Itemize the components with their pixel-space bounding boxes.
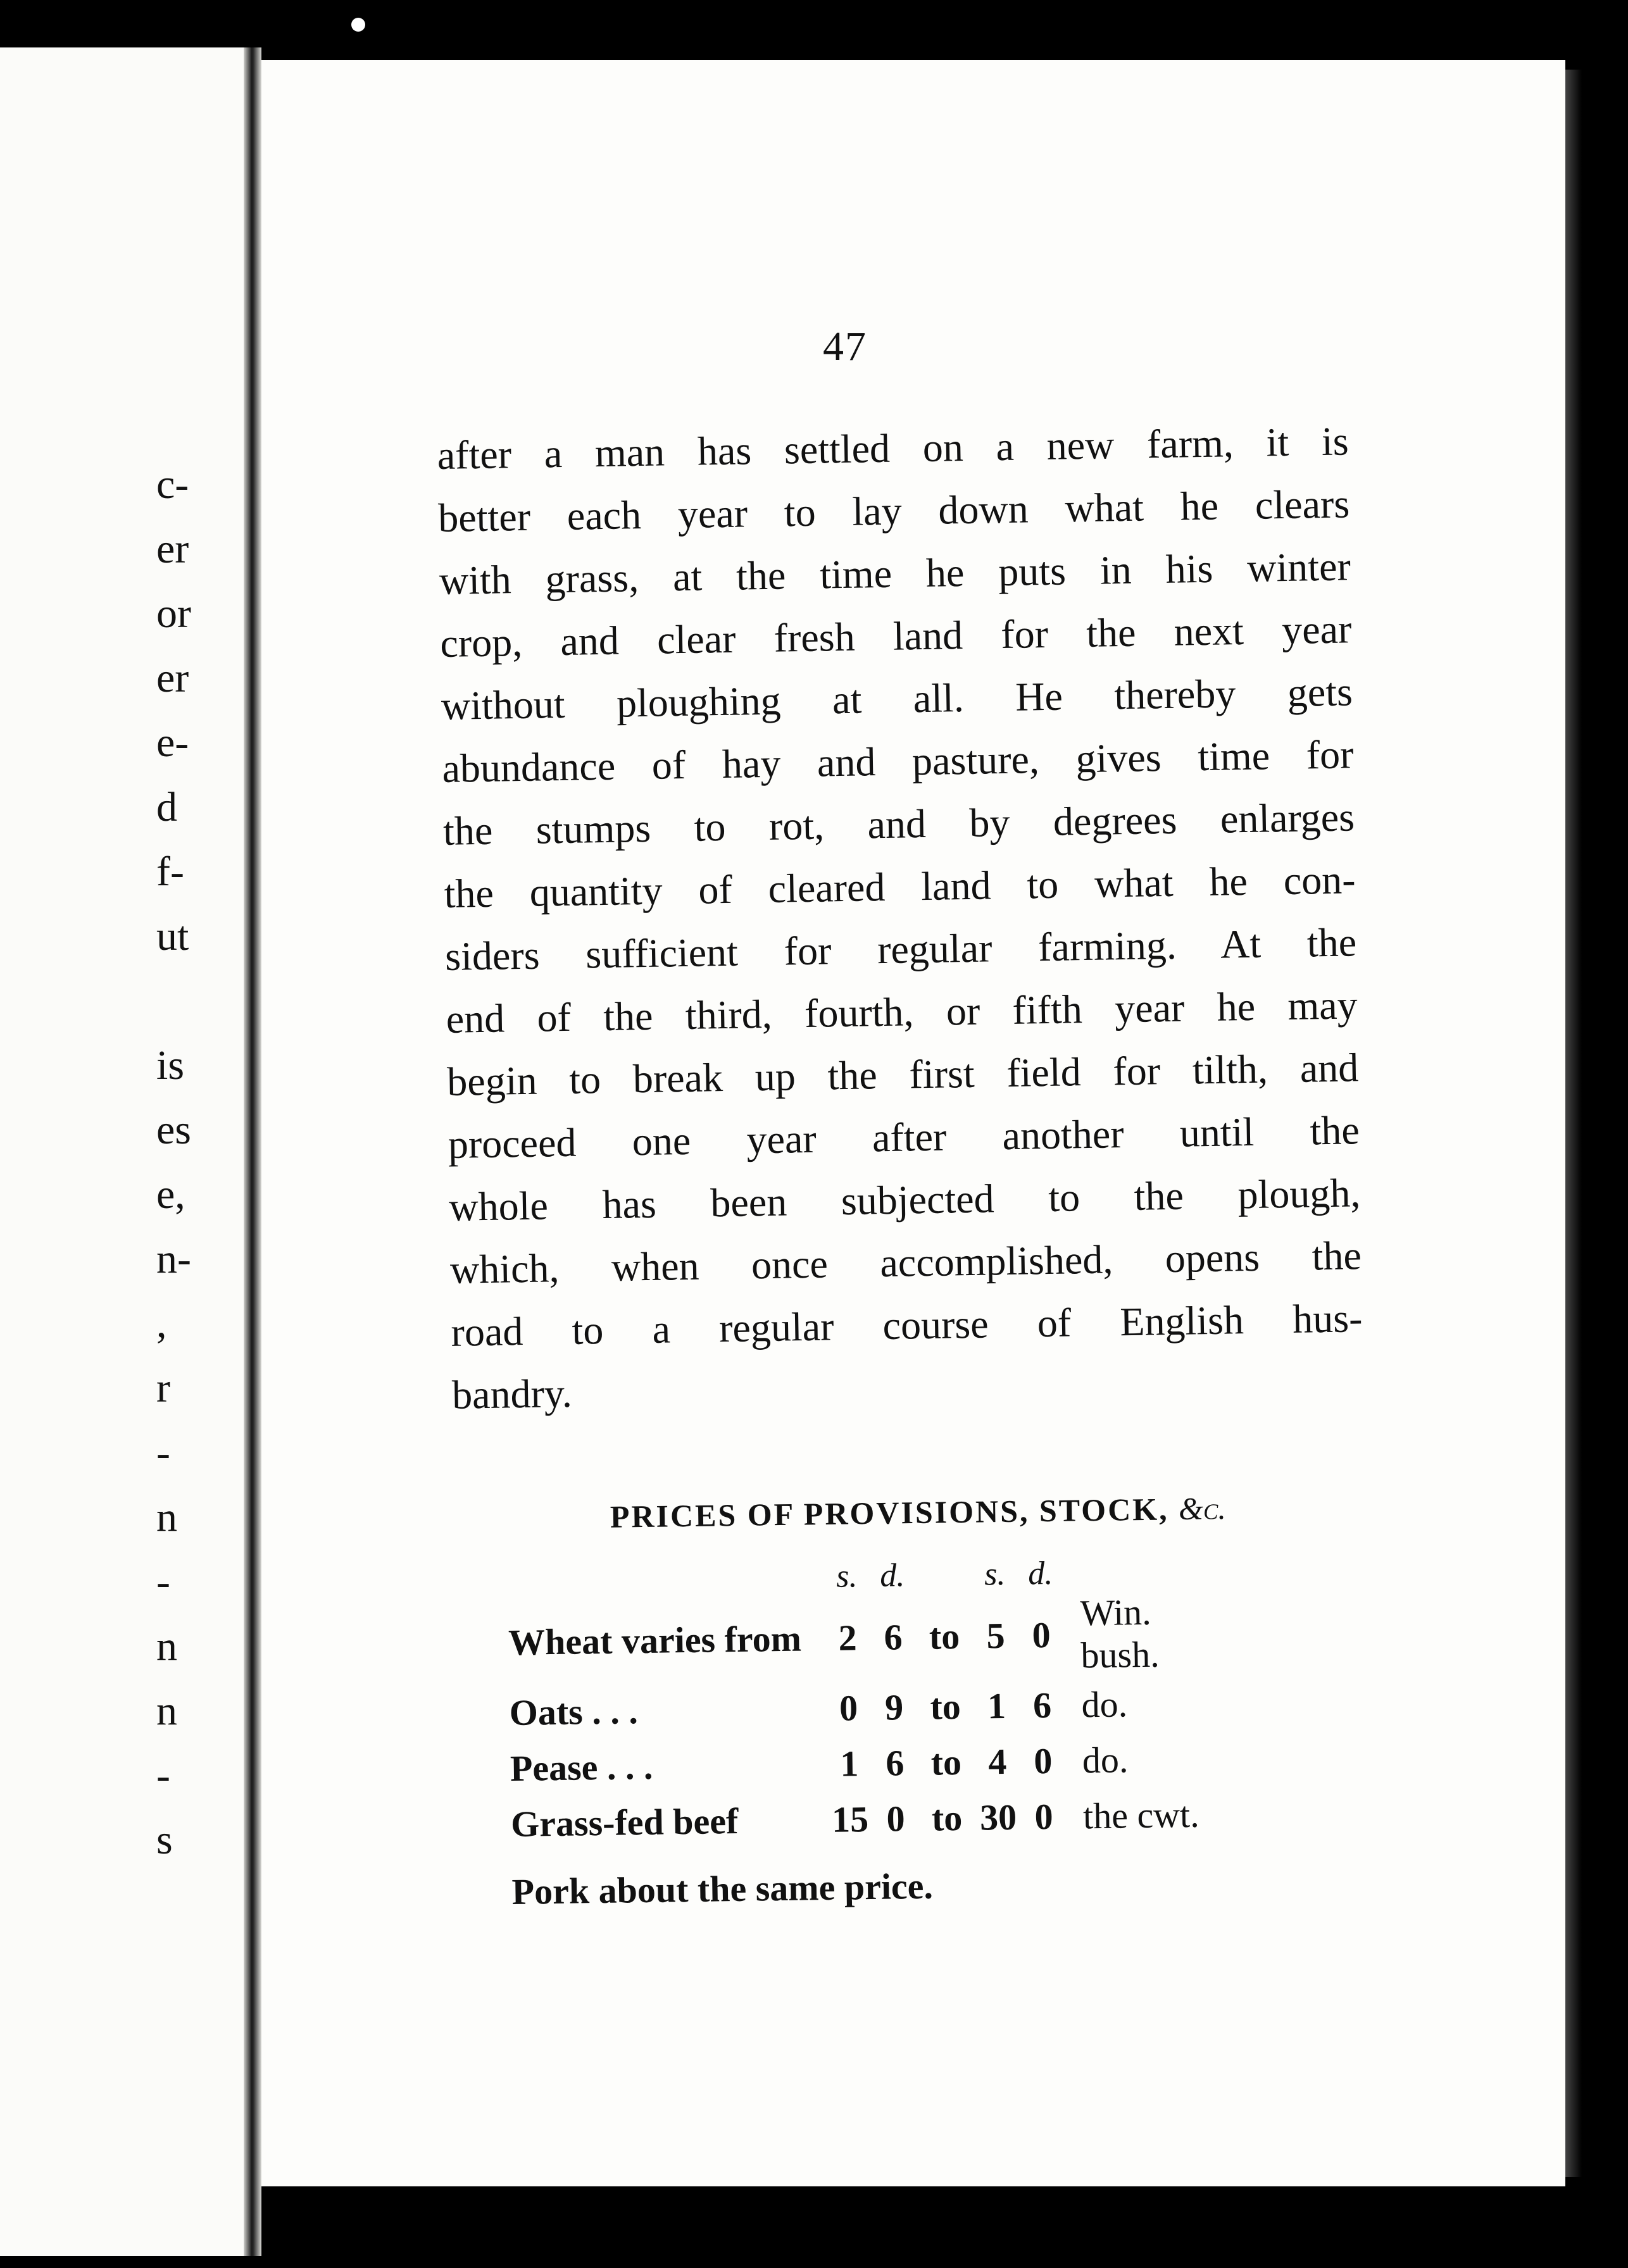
unit-pence: d. [879,1557,905,1594]
text-line: after a man has settled on a new farm, it is [437,418,1349,478]
text-line: better each year to lay down what he clears [437,481,1350,540]
page-edge-shadow [1565,70,1582,2177]
fragment: e- [156,720,189,766]
item-name: Wheat varies from [508,1617,802,1663]
table-row [510,1730,1234,1796]
fragment: d [156,784,177,830]
high-pence: 0 [1032,1614,1051,1655]
fragment [156,969,232,1033]
low-shillings: 15 [831,1798,869,1840]
high-pence: 0 [1033,1740,1053,1781]
item-name: Grass-fed beef [510,1800,739,1845]
text-line: whole has been subjected to the plough, [448,1170,1361,1230]
low-shillings: 0 [839,1686,858,1729]
range-word: to [929,1615,960,1657]
fragment: n [156,1623,177,1669]
item-name: Pease . . . [510,1745,653,1789]
fragment: n- [156,1236,191,1282]
text-line: begin to break up the first field for tilth, and [446,1045,1359,1104]
fragment: n [156,1494,177,1540]
prices-heading-suffix: &c. [1178,1490,1227,1527]
low-pence: 9 [884,1686,904,1728]
fragment: , [156,1300,167,1347]
fragment: - [156,1752,170,1798]
measure-unit: Win. bush. [1080,1591,1160,1676]
measure-unit: the cwt. [1082,1793,1200,1836]
fragment: s [156,1817,173,1863]
text-line: proceed one year after another until the [448,1107,1360,1167]
fragment: r [156,1365,170,1411]
dust-speck [351,18,365,32]
fragment: or [156,590,191,637]
table-row [511,1786,1236,1852]
unit-shillings: s. [984,1555,1006,1592]
low-pence: 6 [885,1742,905,1784]
text-line: road to a regular course of English hus- [450,1295,1363,1355]
fragment: c- [156,461,189,508]
table-row [508,1590,1233,1685]
low-shillings: 2 [838,1616,858,1659]
text-line: crop, and clear fresh land for the next year [439,606,1352,666]
fragment: - [156,1559,170,1605]
unit-shillings: s. [836,1557,858,1595]
body-paragraph [437,409,1364,1426]
text-line: bandry. [451,1370,573,1418]
page-number: 47 [823,323,867,370]
text-line: abundance of hay and pasture, gives time for [441,732,1354,791]
previous-page-text-fragments [156,452,232,1872]
fragment: f- [156,849,184,895]
low-shillings: 1 [839,1742,859,1785]
previous-page [0,47,244,2256]
unit-pence: d. [1027,1555,1053,1592]
text-line: which, when once accomplished, opens the [449,1233,1362,1292]
high-shillings: 5 [986,1614,1006,1656]
low-pence: 6 [884,1616,903,1658]
high-shillings: 4 [987,1740,1007,1782]
measure-unit: do. [1081,1683,1128,1725]
text-line: the stumps to rot, and by degrees enlarges [442,794,1355,854]
range-word: to [930,1685,961,1728]
fragment: n [156,1688,177,1734]
measure-unit: do. [1082,1738,1129,1781]
text-line: the quantity of cleared land to what he con- [444,857,1356,916]
fragment: es [156,1107,191,1153]
text-line: without ploughing at all. He thereby gets [441,669,1353,728]
range-word: to [931,1797,963,1839]
fragment: ut [156,913,189,959]
prices-note: Pork about the same price. [511,1865,934,1912]
fragment: e, [156,1171,185,1218]
high-pence: 0 [1034,1795,1054,1837]
item-name: Oats . . . [509,1690,639,1733]
text-line: end of the third, fourth, or fifth year he may [446,982,1358,1042]
range-word: to [930,1741,962,1783]
prices-table [507,1552,1235,1852]
fragment: - [156,1430,170,1476]
low-pence: 0 [886,1797,906,1840]
high-shillings: 1 [987,1685,1006,1726]
high-shillings: 30 [979,1796,1017,1838]
high-pence: 6 [1032,1684,1052,1726]
prices-section [506,1488,1335,1913]
prices-heading-text: PRICES OF PROVISIONS, STOCK, [610,1491,1169,1535]
text-line: siders sufficient for regular farming. At the [444,919,1357,979]
table-row [509,1674,1234,1740]
fragment: er [156,655,189,701]
book-spine [244,47,261,2256]
text-line: with grass, at the time he puts in his winter [439,544,1351,603]
fragment: is [156,1042,185,1088]
fragment: er [156,526,189,572]
